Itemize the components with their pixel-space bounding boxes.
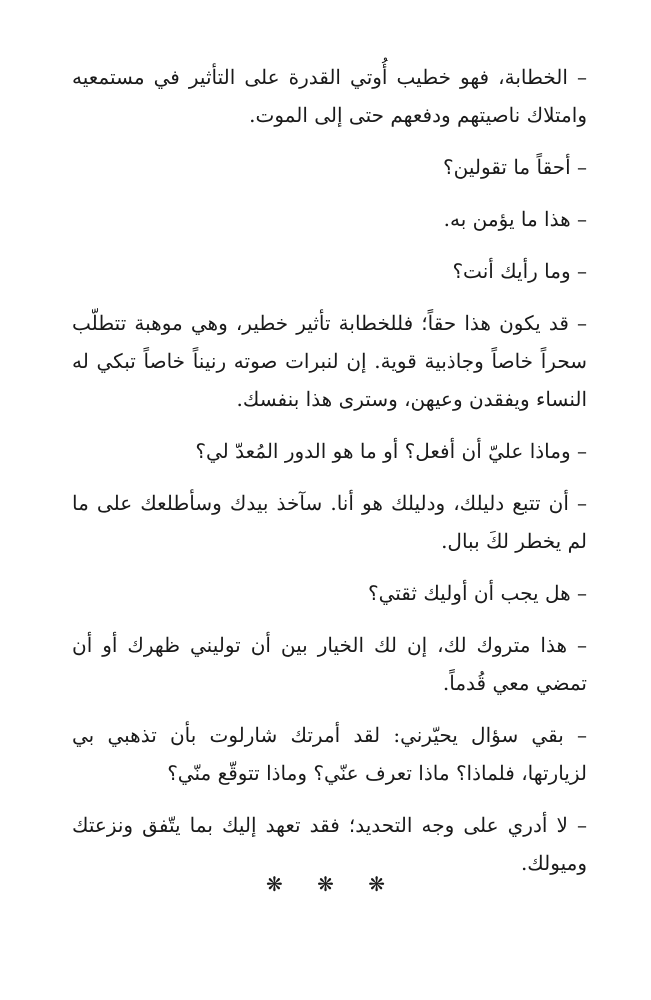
- asterism-3: ❋: [368, 872, 385, 896]
- paragraph-1: – الخطابة، فهو خطيب أُوتي القدرة على التأثير في مستمعيه وامتلاك ناصيتهم ودفعهم حتى إلى الموت.: [72, 65, 587, 127]
- page-text: [72, 58, 587, 896]
- paragraph-6: – وماذا عليّ أن أفعل؟ أو ما هو الدور المُعدّ لي؟: [195, 439, 587, 463]
- paragraph-2: – أحقاً ما تقولين؟: [443, 155, 587, 179]
- paragraph-3: – هذا ما يؤمن به.: [443, 207, 587, 231]
- asterism-2: ❋: [317, 872, 334, 896]
- paragraph-8: – هل يجب أن أوليك ثقتي؟: [367, 581, 587, 605]
- paragraph-7: – أن تتبع دليلك، ودليلك هو أنا. سآخذ بيدك وسأطلعك على ما لم يخطر لكَ ببال.: [72, 491, 587, 553]
- section-separator: [0, 872, 651, 896]
- paragraph-5: – قد يكون هذا حقاً؛ فللخطابة تأثير خطير، وهي موهبة تتطلّب سحراً خاصاً وجاذبية قوية. إن لنبرات صوته رنيناً خاصاً تبكي له النساء ويفقدن وعيهن، وسترى هذا بنفسك.: [72, 311, 587, 411]
- paragraph-11: – لا أدري على وجه التحديد؛ فقد تعهد إليك بما يتّفق ونزعتك وميولك.: [72, 813, 587, 875]
- paragraph-9: – هذا متروك لك، إن لك الخيار بين أن توليني ظهرك أو أن تمضي معي قُدماً.: [72, 633, 587, 695]
- paragraph-10: – بقي سؤال يحيّرني: لقد أمرتك شارلوت بأن تذهبي بي لزيارتها، فلماذا؟ ماذا تعرف عنّي؟ وماذا تتوقّع منّي؟: [72, 723, 587, 785]
- asterism-1: ❋: [265, 872, 283, 896]
- paragraph-4: – وما رأيك أنت؟: [452, 259, 587, 283]
